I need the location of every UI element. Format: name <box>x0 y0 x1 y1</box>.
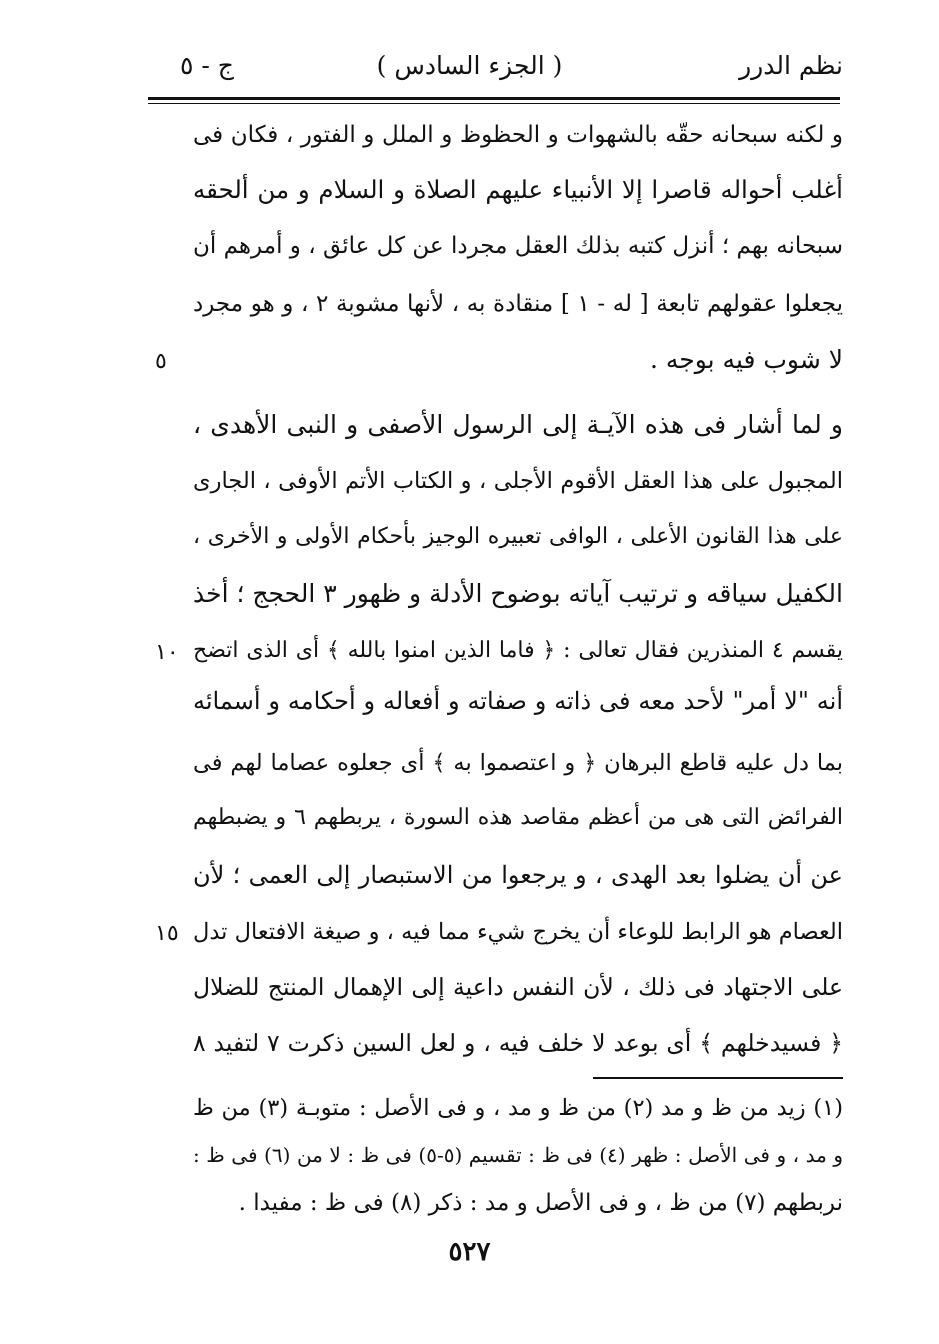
footnote-line: و مد ، و فى الأصل : ظهر (٤) فى ظ : تقسيم (٥-٥) فى ظ : لا من (٦) فى ظ : <box>193 1143 844 1167</box>
text-line: المجبول على هذا العقل الأقوم الأجلى ، و الكتاب الأتم الأوفى ، الجارى <box>193 468 843 494</box>
text-line: يقسم ٤ المنذرين فقال تعالى : ﴿ فاما الذين امنوا بالله ﴾ أى الذى اتضح <box>193 638 844 663</box>
text-line: العصام هو الرابط للوعاء أن يخرج شيء مما فيه ، و صيغة الافتعال تدل <box>193 919 843 945</box>
text-line: ﴿ فسيدخلهم ﴾ أى بوعد لا خلف فيه ، و لعل السين ذكرت ٧ لتفيد ٨ <box>193 1029 843 1057</box>
line-number: ١٥ <box>155 921 179 946</box>
text-line: لا شوب فيه بوجه . <box>649 345 843 374</box>
text-line: و لما أشار فى هذه الآيـة إلى الرسول الأصفى و النبى الأهدى ، <box>193 410 843 439</box>
text-line: بما دل عليه قاطع البرهان ﴿ و اعتصموا به ﴾ أى جعلوه عصاما لهم فى <box>193 750 843 776</box>
part-title: ( الجزء السادس ) <box>376 51 563 80</box>
text-line: و لكنه سبحانه حقّه بالشهوات و الحظوظ و الملل و الفتور ، فكان فى <box>193 122 843 148</box>
text-line: على الاجتهاد فى ذلك ، لأن النفس داعية إلى الإهمال المنتج للضلال <box>193 973 843 1001</box>
text-line: الفرائض التى هى من أعظم مقاصد هذه السورة ، يربطهم ٦ و يضبطهم <box>193 805 844 830</box>
footnote-line: (١) زيد من ظ و مد (٢) من ظ و مد ، و فى الأصل : متوبـة (٣) من ظ <box>193 1095 844 1121</box>
page-number: ٥٢٧ <box>448 1237 491 1267</box>
text-line: أغلب أحواله قاصرا إلا الأنبياء عليهم الصلاة و السلام و من ألحقه <box>193 175 843 204</box>
footnote-line: نربطهم (٧) من ظ ، و فى الأصل و مد : ذكر (٨) فى ظ : مفيدا . <box>238 1190 843 1216</box>
header-rule <box>148 97 840 100</box>
text-line: سبحانه بهم ؛ أنزل كتبه بذلك العقل مجردا عن كل عائق ، و أمرهم أن <box>193 233 843 259</box>
footnote-rule <box>593 1077 843 1079</box>
volume-label: ج - ٥ <box>180 51 234 80</box>
text-line: عن أن يضلوا بعد الهدى ، و يرجعوا من الاستبصار إلى العمى ؛ لأن <box>193 861 843 889</box>
text-line: أنه "لا أمر" لأحد معه فى ذاته و صفاته و أفعاله و أحكامه و أسمائه <box>193 687 843 715</box>
line-number: ١٠ <box>155 640 179 665</box>
header-rule-thin <box>148 103 840 104</box>
text-line: على هذا القانون الأعلى ، الوافى تعبيره الوجيز بأحكام الأولى و الأخرى ، <box>193 524 843 549</box>
line-number: ٥ <box>155 349 167 374</box>
book-title: نظم الدرر <box>739 51 843 80</box>
text-line: يجعلوا عقولهم تابعة [ له - ١ ] منقادة به ، لأنها مشوبة ٢ ، و هو مجرد <box>193 291 843 317</box>
text-line: الكفيل سياقه و ترتيب آياته بوضوح الأدلة و ظهور ٣ الحجج ؛ أخذ <box>193 579 843 608</box>
